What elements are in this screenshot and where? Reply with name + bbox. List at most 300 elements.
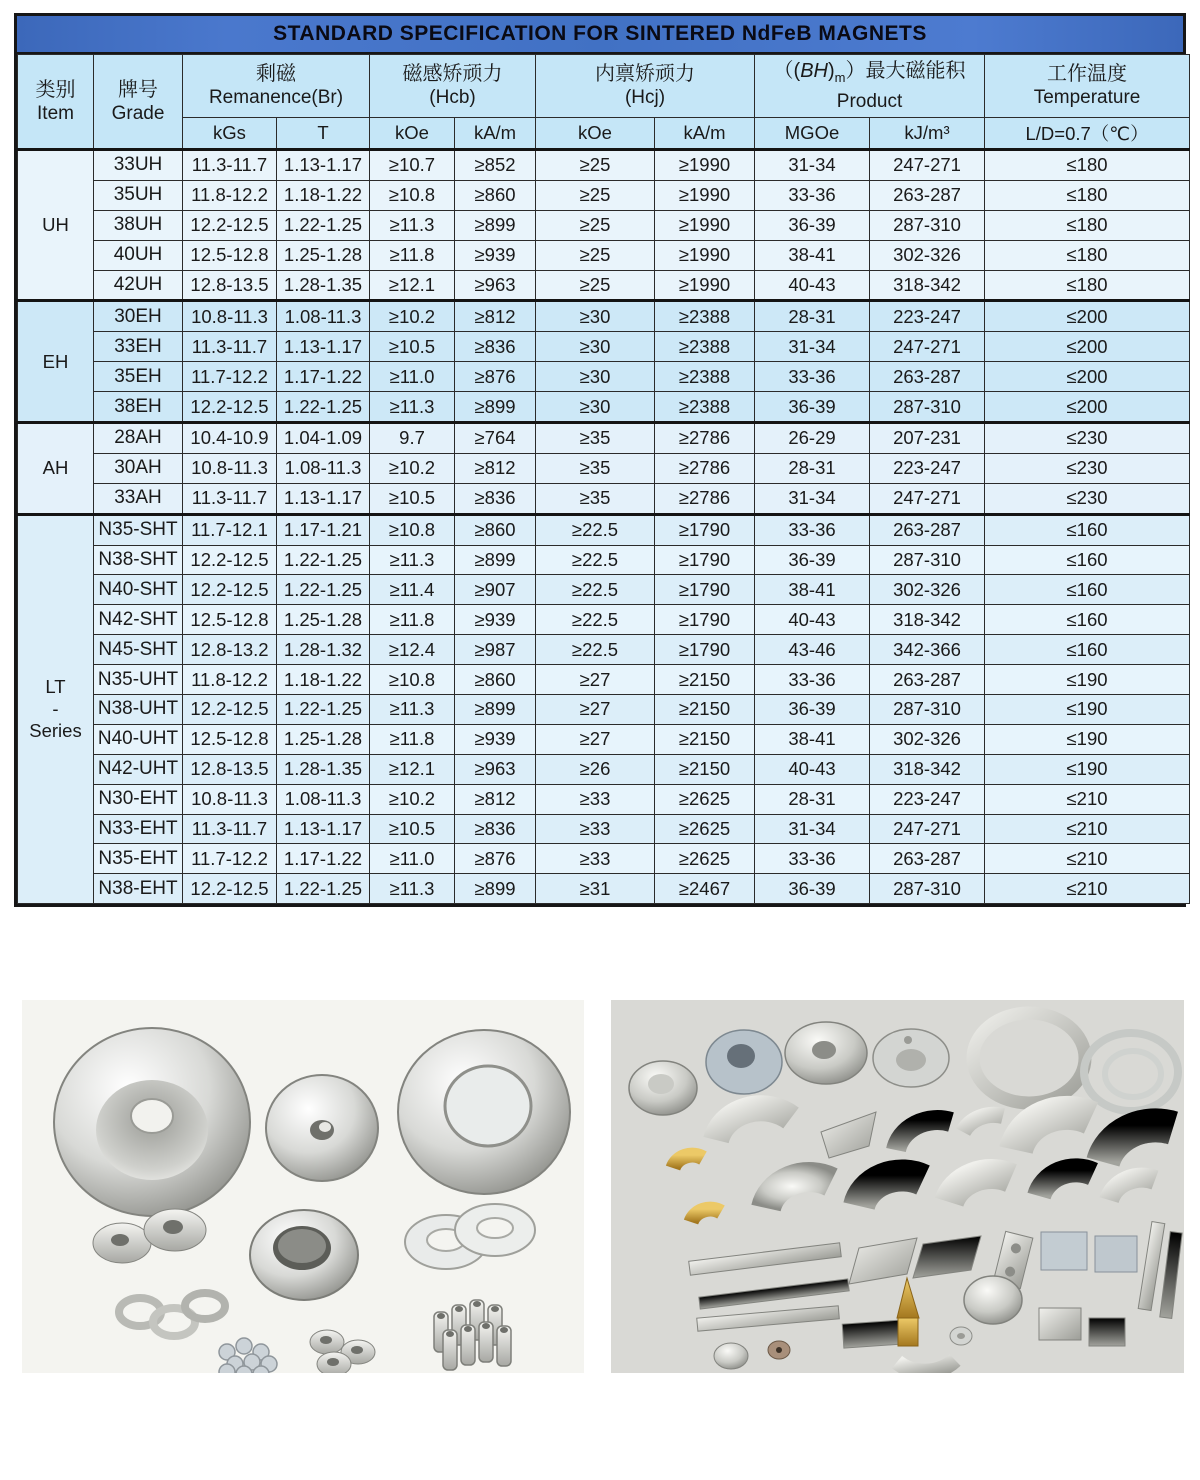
value-cell: 38-41 [755, 240, 870, 270]
col-header-hcb: 磁感矫顽力 (Hcb) [370, 55, 536, 118]
value-cell: ≥812 [455, 453, 536, 483]
value-cell: ≤200 [985, 301, 1190, 332]
subheader-mgoe: MGOe [755, 118, 870, 150]
value-cell: ≥963 [455, 270, 536, 301]
value-cell: 12.2-12.5 [183, 392, 277, 423]
value-cell: ≥812 [455, 784, 536, 814]
value-cell: ≥10.2 [370, 301, 455, 332]
value-cell: 247-271 [870, 483, 985, 514]
value-cell: ≤180 [985, 180, 1190, 210]
grade-cell: 30AH [94, 453, 183, 483]
value-cell: ≥10.8 [370, 665, 455, 695]
value-cell: 1.18-1.22 [277, 180, 370, 210]
table-row [18, 332, 1190, 362]
value-cell: 40-43 [755, 754, 870, 784]
value-cell: 12.2-12.5 [183, 545, 277, 575]
value-cell: 28-31 [755, 784, 870, 814]
value-cell: ≥12.1 [370, 754, 455, 784]
value-cell: 12.8-13.2 [183, 635, 277, 665]
value-cell: ≥30 [536, 301, 655, 332]
value-cell: 36-39 [755, 210, 870, 240]
value-cell: ≥10.2 [370, 784, 455, 814]
subheader-hcj-koe: kOe [536, 118, 655, 150]
item-group-label: LT - Series [18, 514, 94, 904]
value-cell: 247-271 [870, 150, 985, 181]
value-cell: 1.22-1.25 [277, 210, 370, 240]
value-cell: ≥10.2 [370, 453, 455, 483]
table-row [18, 874, 1190, 904]
grade-cell: N35-EHT [94, 844, 183, 874]
value-cell: 10.8-11.3 [183, 301, 277, 332]
value-cell: 11.3-11.7 [183, 483, 277, 514]
value-cell: 263-287 [870, 362, 985, 392]
value-cell: ≥939 [455, 605, 536, 635]
value-cell: 1.25-1.28 [277, 605, 370, 635]
value-cell: 223-247 [870, 453, 985, 483]
table-row [18, 210, 1190, 240]
value-cell: 11.7-12.2 [183, 362, 277, 392]
value-cell: ≥1790 [655, 635, 755, 665]
value-cell: ≥27 [536, 724, 655, 754]
value-cell: 12.2-12.5 [183, 210, 277, 240]
value-cell: ≥30 [536, 362, 655, 392]
value-cell: ≥860 [455, 180, 536, 210]
value-cell: ≥987 [455, 635, 536, 665]
value-cell: ≥11.8 [370, 724, 455, 754]
value-cell: 12.2-12.5 [183, 874, 277, 904]
magnet-shapes-graphic [611, 1000, 1184, 1373]
value-cell: 1.17-1.22 [277, 362, 370, 392]
value-cell: ≥26 [536, 754, 655, 784]
value-cell: ≥22.5 [536, 514, 655, 545]
value-cell: 43-46 [755, 635, 870, 665]
value-cell: ≤210 [985, 874, 1190, 904]
value-cell: 318-342 [870, 605, 985, 635]
value-cell: 31-34 [755, 483, 870, 514]
value-cell: ≥11.3 [370, 545, 455, 575]
value-cell: ≥2150 [655, 754, 755, 784]
value-cell: ≥1990 [655, 270, 755, 301]
value-cell: ≥33 [536, 844, 655, 874]
value-cell: 10.4-10.9 [183, 423, 277, 454]
value-cell: 11.8-12.2 [183, 665, 277, 695]
grade-cell: N40-UHT [94, 724, 183, 754]
value-cell: ≤200 [985, 392, 1190, 423]
value-cell: ≥836 [455, 332, 536, 362]
value-cell: 11.7-12.1 [183, 514, 277, 545]
value-cell: ≥25 [536, 150, 655, 181]
subheader-kgs: kGs [183, 118, 277, 150]
value-cell: 40-43 [755, 605, 870, 635]
subheader-ld: L/D=0.7（℃） [985, 118, 1190, 150]
value-cell: ≥25 [536, 180, 655, 210]
table-row [18, 392, 1190, 423]
table-row [18, 545, 1190, 575]
value-cell: ≥899 [455, 545, 536, 575]
grade-cell: 35EH [94, 362, 183, 392]
value-cell: 36-39 [755, 392, 870, 423]
value-cell: 1.25-1.28 [277, 724, 370, 754]
value-cell: ≥11.0 [370, 844, 455, 874]
value-cell: 31-34 [755, 332, 870, 362]
grade-cell: N38-SHT [94, 545, 183, 575]
value-cell: ≥2388 [655, 392, 755, 423]
subheader-hcj-kam: kA/m [655, 118, 755, 150]
value-cell: ≤230 [985, 423, 1190, 454]
value-cell: 1.22-1.25 [277, 392, 370, 423]
value-cell: 9.7 [370, 423, 455, 454]
table-row [18, 695, 1190, 725]
value-cell: ≥11.3 [370, 874, 455, 904]
value-cell: 33-36 [755, 180, 870, 210]
value-cell: ≥10.8 [370, 180, 455, 210]
value-cell: ≥764 [455, 423, 536, 454]
table-row [18, 814, 1190, 844]
value-cell: ≥2786 [655, 423, 755, 454]
value-cell: ≥899 [455, 210, 536, 240]
value-cell: ≥2150 [655, 724, 755, 754]
value-cell: ≤180 [985, 210, 1190, 240]
round-magnets-graphic [22, 1000, 584, 1373]
item-group-label: EH [18, 301, 94, 423]
table-row [18, 301, 1190, 332]
value-cell: ≥1990 [655, 180, 755, 210]
item-group-label: AH [18, 423, 94, 515]
value-cell: 263-287 [870, 514, 985, 545]
value-cell: 28-31 [755, 453, 870, 483]
value-cell: 263-287 [870, 665, 985, 695]
grade-cell: N30-EHT [94, 784, 183, 814]
grade-cell: 42UH [94, 270, 183, 301]
value-cell: ≥11.4 [370, 575, 455, 605]
value-cell: ≥899 [455, 392, 536, 423]
table-row [18, 575, 1190, 605]
table-row [18, 483, 1190, 514]
value-cell: 36-39 [755, 545, 870, 575]
table-row [18, 150, 1190, 181]
grade-cell: N38-EHT [94, 874, 183, 904]
grade-cell: N35-UHT [94, 665, 183, 695]
value-cell: ≤160 [985, 635, 1190, 665]
value-cell: ≥812 [455, 301, 536, 332]
value-cell: ≤160 [985, 514, 1190, 545]
value-cell: ≥22.5 [536, 635, 655, 665]
value-cell: 12.8-13.5 [183, 270, 277, 301]
subheader-kjm3: kJ/m³ [870, 118, 985, 150]
value-cell: 247-271 [870, 332, 985, 362]
value-cell: 11.3-11.7 [183, 150, 277, 181]
value-cell: 318-342 [870, 754, 985, 784]
value-cell: ≤190 [985, 665, 1190, 695]
value-cell: ≥2786 [655, 483, 755, 514]
value-cell: ≥852 [455, 150, 536, 181]
value-cell: 40-43 [755, 270, 870, 301]
value-cell: 12.5-12.8 [183, 724, 277, 754]
item-group-label: UH [18, 150, 94, 301]
value-cell: 12.2-12.5 [183, 695, 277, 725]
value-cell: 36-39 [755, 874, 870, 904]
grade-cell: N38-UHT [94, 695, 183, 725]
value-cell: ≥836 [455, 483, 536, 514]
value-cell: ≤160 [985, 575, 1190, 605]
value-cell: 1.22-1.25 [277, 874, 370, 904]
value-cell: ≤180 [985, 270, 1190, 301]
value-cell: ≥25 [536, 270, 655, 301]
value-cell: 1.22-1.25 [277, 545, 370, 575]
value-cell: ≤190 [985, 695, 1190, 725]
value-cell: ≥876 [455, 362, 536, 392]
sheet-title: STANDARD SPECIFICATION FOR SINTERED NdFeB MAGNETS [17, 16, 1183, 54]
value-cell: ≤210 [985, 844, 1190, 874]
grade-cell: 38UH [94, 210, 183, 240]
value-cell: ≥27 [536, 695, 655, 725]
value-cell: ≥1790 [655, 575, 755, 605]
value-cell: ≥876 [455, 844, 536, 874]
value-cell: 28-31 [755, 301, 870, 332]
value-cell: ≤160 [985, 545, 1190, 575]
table-row [18, 240, 1190, 270]
grade-cell: 33AH [94, 483, 183, 514]
value-cell: ≤180 [985, 240, 1190, 270]
value-cell: 1.13-1.17 [277, 332, 370, 362]
value-cell: ≤210 [985, 814, 1190, 844]
value-cell: ≤200 [985, 362, 1190, 392]
value-cell: 223-247 [870, 784, 985, 814]
value-cell: ≥12.4 [370, 635, 455, 665]
value-cell: ≥2786 [655, 453, 755, 483]
value-cell: ≤230 [985, 483, 1190, 514]
subheader-hcb-kam: kA/m [455, 118, 536, 150]
value-cell: ≥1790 [655, 545, 755, 575]
grade-cell: N42-SHT [94, 605, 183, 635]
value-cell: ≥22.5 [536, 605, 655, 635]
grade-cell: 33EH [94, 332, 183, 362]
value-cell: ≥963 [455, 754, 536, 784]
value-cell: 38-41 [755, 724, 870, 754]
value-cell: 287-310 [870, 874, 985, 904]
value-cell: 287-310 [870, 545, 985, 575]
table-row [18, 784, 1190, 814]
spec-table-body [18, 150, 1190, 904]
value-cell: 12.5-12.8 [183, 605, 277, 635]
value-cell: 26-29 [755, 423, 870, 454]
grade-cell: 38EH [94, 392, 183, 423]
value-cell: ≥12.1 [370, 270, 455, 301]
value-cell: 31-34 [755, 814, 870, 844]
value-cell: 33-36 [755, 844, 870, 874]
col-header-grade: 牌号 Grade [94, 55, 183, 150]
value-cell: ≥11.3 [370, 392, 455, 423]
col-header-item: 类别 Item [18, 55, 94, 150]
value-cell: 1.28-1.35 [277, 270, 370, 301]
value-cell: 223-247 [870, 301, 985, 332]
value-cell: ≥2150 [655, 695, 755, 725]
value-cell: 287-310 [870, 392, 985, 423]
grade-cell: N42-UHT [94, 754, 183, 784]
value-cell: 1.13-1.17 [277, 814, 370, 844]
value-cell: 1.17-1.21 [277, 514, 370, 545]
value-cell: ≥25 [536, 240, 655, 270]
value-cell: 33-36 [755, 514, 870, 545]
table-row [18, 362, 1190, 392]
value-cell: ≥11.3 [370, 695, 455, 725]
value-cell: 12.2-12.5 [183, 575, 277, 605]
value-cell: ≥1790 [655, 514, 755, 545]
value-cell: ≥2467 [655, 874, 755, 904]
value-cell: ≥10.5 [370, 483, 455, 514]
value-cell: 1.17-1.22 [277, 844, 370, 874]
value-cell: 263-287 [870, 844, 985, 874]
value-cell: ≥2388 [655, 301, 755, 332]
value-cell: 38-41 [755, 575, 870, 605]
value-cell: ≥35 [536, 423, 655, 454]
value-cell: ≥10.5 [370, 332, 455, 362]
value-cell: ≤230 [985, 453, 1190, 483]
value-cell: ≥11.3 [370, 210, 455, 240]
value-cell: ≥35 [536, 483, 655, 514]
value-cell: ≥11.8 [370, 240, 455, 270]
value-cell: 1.22-1.25 [277, 695, 370, 725]
grade-cell: 40UH [94, 240, 183, 270]
value-cell: 31-34 [755, 150, 870, 181]
value-cell: 12.5-12.8 [183, 240, 277, 270]
value-cell: ≥939 [455, 240, 536, 270]
subheader-t: T [277, 118, 370, 150]
value-cell: ≥25 [536, 210, 655, 240]
grade-cell: N40-SHT [94, 575, 183, 605]
table-row [18, 423, 1190, 454]
table-row [18, 453, 1190, 483]
value-cell: 11.3-11.7 [183, 814, 277, 844]
value-cell: ≥907 [455, 575, 536, 605]
value-cell: 10.8-11.3 [183, 784, 277, 814]
value-cell: 1.08-11.3 [277, 301, 370, 332]
value-cell: ≤200 [985, 332, 1190, 362]
table-row [18, 635, 1190, 665]
value-cell: 1.28-1.35 [277, 754, 370, 784]
value-cell: 1.25-1.28 [277, 240, 370, 270]
value-cell: ≥2625 [655, 814, 755, 844]
value-cell: 12.8-13.5 [183, 754, 277, 784]
value-cell: ≥22.5 [536, 575, 655, 605]
value-cell: ≥10.8 [370, 514, 455, 545]
value-cell: 207-231 [870, 423, 985, 454]
value-cell: ≥11.0 [370, 362, 455, 392]
value-cell: ≥27 [536, 665, 655, 695]
value-cell: ≥2625 [655, 844, 755, 874]
col-header-hcj: 内禀矫顽力 (Hcj) [536, 55, 755, 118]
table-row [18, 724, 1190, 754]
table-row [18, 270, 1190, 301]
table-row [18, 665, 1190, 695]
value-cell: ≥33 [536, 784, 655, 814]
value-cell: ≥1990 [655, 210, 755, 240]
value-cell: 1.08-11.3 [277, 453, 370, 483]
table-row [18, 605, 1190, 635]
value-cell: ≥2388 [655, 362, 755, 392]
value-cell: ≥1790 [655, 605, 755, 635]
subheader-hcb-koe: kOe [370, 118, 455, 150]
value-cell: 302-326 [870, 575, 985, 605]
value-cell: ≥860 [455, 665, 536, 695]
col-header-remanence: 剩磁 Remanence(Br) [183, 55, 370, 118]
grade-cell: 28AH [94, 423, 183, 454]
value-cell: ≥2388 [655, 332, 755, 362]
value-cell: ≥22.5 [536, 545, 655, 575]
value-cell: 318-342 [870, 270, 985, 301]
value-cell: 1.04-1.09 [277, 423, 370, 454]
value-cell: 11.7-12.2 [183, 844, 277, 874]
value-cell: 247-271 [870, 814, 985, 844]
value-cell: ≥1990 [655, 240, 755, 270]
table-row [18, 754, 1190, 784]
table-row [18, 514, 1190, 545]
value-cell: 287-310 [870, 695, 985, 725]
value-cell: 11.3-11.7 [183, 332, 277, 362]
value-cell: ≥899 [455, 874, 536, 904]
value-cell: 11.8-12.2 [183, 180, 277, 210]
value-cell: ≤190 [985, 724, 1190, 754]
grade-cell: N45-SHT [94, 635, 183, 665]
value-cell: 1.13-1.17 [277, 150, 370, 181]
value-cell: ≥939 [455, 724, 536, 754]
value-cell: 302-326 [870, 240, 985, 270]
spec-table [17, 54, 1190, 904]
value-cell: 1.28-1.32 [277, 635, 370, 665]
value-cell: 10.8-11.3 [183, 453, 277, 483]
value-cell: ≥2150 [655, 665, 755, 695]
value-cell: ≥30 [536, 332, 655, 362]
table-row [18, 180, 1190, 210]
spec-sheet [14, 13, 1186, 907]
value-cell: 33-36 [755, 665, 870, 695]
round-nickel-magnets-photo [22, 1000, 584, 1373]
value-cell: 33-36 [755, 362, 870, 392]
value-cell: ≥860 [455, 514, 536, 545]
value-cell: 302-326 [870, 724, 985, 754]
value-cell: 1.18-1.22 [277, 665, 370, 695]
value-cell: ≤210 [985, 784, 1190, 814]
value-cell: ≥35 [536, 453, 655, 483]
magnet-shapes-assortment-photo [611, 1000, 1184, 1373]
value-cell: ≥2625 [655, 784, 755, 814]
value-cell: ≥11.8 [370, 605, 455, 635]
col-header-product: $((BH)_m)$最大磁能积 Product [755, 55, 985, 118]
value-cell: ≥31 [536, 874, 655, 904]
value-cell: ≥10.7 [370, 150, 455, 181]
value-cell: 1.22-1.25 [277, 575, 370, 605]
table-row [18, 844, 1190, 874]
value-cell: 36-39 [755, 695, 870, 725]
value-cell: ≤190 [985, 754, 1190, 784]
value-cell: ≥30 [536, 392, 655, 423]
value-cell: 1.13-1.17 [277, 483, 370, 514]
grade-cell: 33UH [94, 150, 183, 181]
value-cell: 342-366 [870, 635, 985, 665]
value-cell: ≤160 [985, 605, 1190, 635]
value-cell: ≤180 [985, 150, 1190, 181]
grade-cell: N35-SHT [94, 514, 183, 545]
grade-cell: N33-EHT [94, 814, 183, 844]
value-cell: ≥10.5 [370, 814, 455, 844]
value-cell: 263-287 [870, 180, 985, 210]
col-header-temperature: 工作温度 Temperature [985, 55, 1190, 118]
value-cell: ≥836 [455, 814, 536, 844]
value-cell: ≥1990 [655, 150, 755, 181]
value-cell: ≥899 [455, 695, 536, 725]
grade-cell: 30EH [94, 301, 183, 332]
value-cell: 287-310 [870, 210, 985, 240]
